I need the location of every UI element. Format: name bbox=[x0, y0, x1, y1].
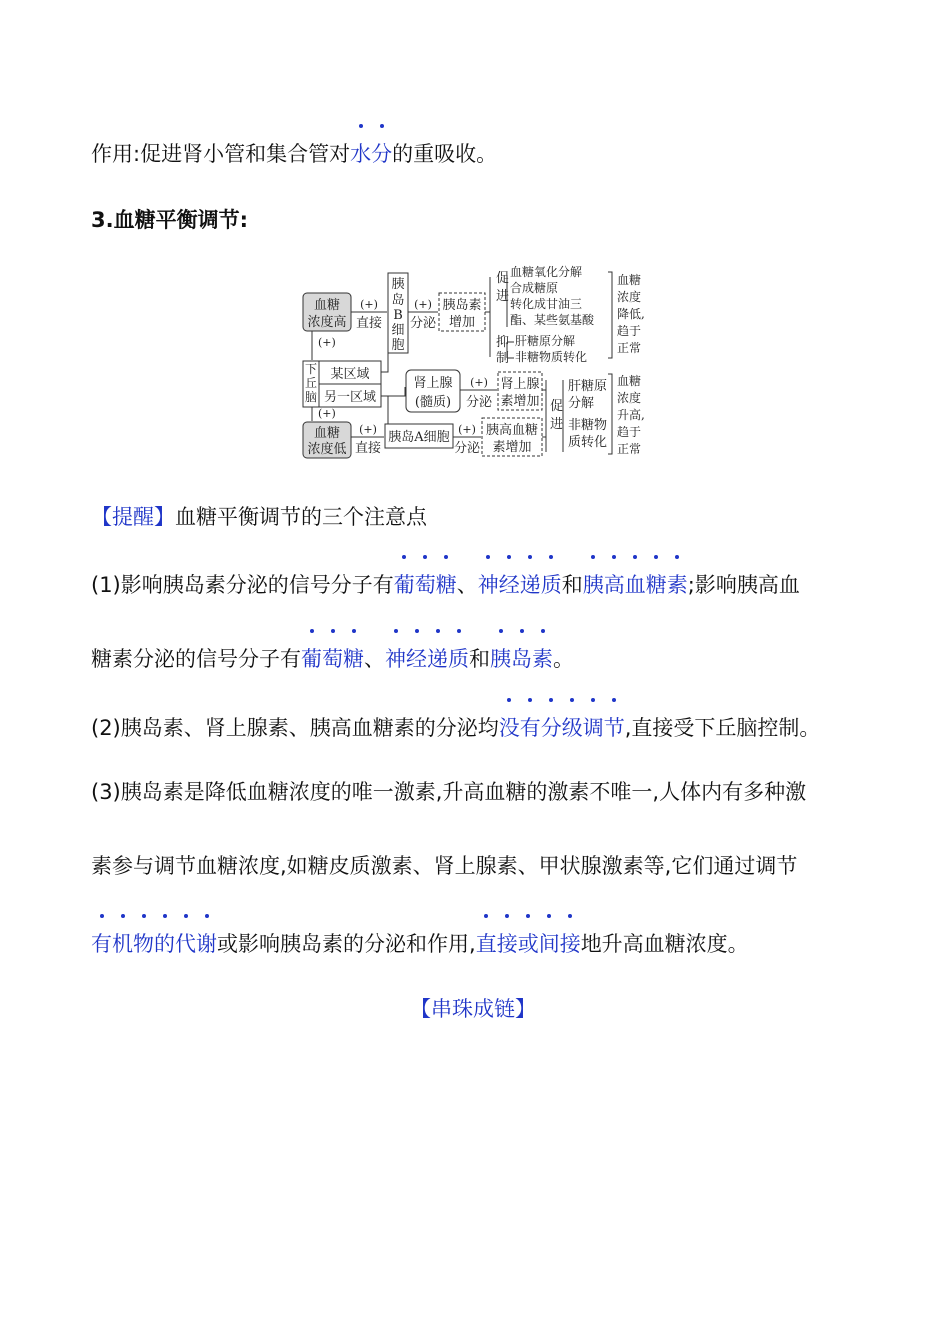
label: 合成糖原 bbox=[510, 281, 559, 295]
emphasis: 神经递质 bbox=[385, 647, 469, 671]
label: 进 bbox=[496, 289, 510, 304]
text-segment: 作用:促进肾小管和集合管对 bbox=[91, 142, 351, 166]
text-segment: (1)影响胰岛素分泌的信号分子有 bbox=[91, 573, 394, 597]
emphasis: 葡萄糖 bbox=[301, 647, 364, 671]
text-segment: 、 bbox=[456, 573, 478, 597]
text-segment: 或影响胰岛素的分泌和作用, bbox=[217, 932, 476, 956]
arrow bbox=[381, 387, 405, 396]
bracket bbox=[608, 374, 612, 454]
text-line-p4: (3)胰岛素是降低血糖浓度的唯一激素,升高血糖的激素不唯一,人体内有多种激 bbox=[91, 780, 807, 804]
label: 胰岛A细胞 bbox=[388, 430, 450, 445]
text-line-1 bbox=[91, 140, 497, 168]
label: 浓度低 bbox=[307, 442, 347, 457]
chain-heading: 【串珠成链】 bbox=[410, 997, 536, 1021]
label: 直接 bbox=[354, 441, 382, 456]
label: 血糖 bbox=[617, 273, 642, 287]
label: 素增加 bbox=[500, 394, 540, 409]
text-segment: ;影响胰高血 bbox=[687, 573, 800, 597]
label: (+) bbox=[470, 376, 488, 389]
label: 直接 bbox=[355, 316, 383, 331]
label: 胰 bbox=[391, 277, 405, 292]
text-line-p2 bbox=[91, 645, 574, 673]
label: 分泌 bbox=[409, 316, 437, 331]
label: 分解 bbox=[568, 396, 595, 411]
label: 丘 bbox=[304, 376, 318, 390]
label: 胞 bbox=[391, 338, 405, 353]
label: B bbox=[393, 308, 403, 323]
bracket bbox=[608, 272, 612, 358]
text-line-p3 bbox=[91, 714, 820, 742]
label: 增加 bbox=[448, 315, 476, 330]
label: 血糖 bbox=[313, 426, 341, 441]
label: 肾上腺 bbox=[500, 377, 540, 392]
label: 浓度高 bbox=[307, 315, 347, 330]
tip-label: 【提醒】 bbox=[91, 505, 175, 529]
dotted-char: 分 bbox=[371, 142, 393, 166]
label: 血糖 bbox=[617, 374, 642, 388]
text-segment: (2)胰岛素、肾上腺素、胰高血糖素的分泌均 bbox=[91, 716, 499, 740]
section-heading: 3.血糖平衡调节: bbox=[91, 208, 248, 232]
text-segment: 。 bbox=[553, 647, 574, 671]
label: 制 bbox=[496, 351, 510, 366]
label: 肾上腺 bbox=[413, 376, 453, 391]
label: 肝糖原分解 bbox=[515, 334, 576, 348]
label: 浓度 bbox=[617, 290, 642, 304]
label: 脑 bbox=[304, 390, 318, 404]
label: 下 bbox=[304, 362, 318, 376]
emphasis: 神经递质 bbox=[477, 573, 562, 597]
tip-header bbox=[91, 503, 427, 531]
label: 趋于 bbox=[617, 425, 642, 439]
label: 血糖氧化分解 bbox=[510, 265, 583, 279]
label: 正常 bbox=[617, 442, 642, 456]
label: 质转化 bbox=[568, 435, 608, 450]
label: 胰高血糖 bbox=[485, 423, 539, 438]
blood-sugar-diagram bbox=[300, 262, 652, 462]
text-segment: 糖素分泌的信号分子有 bbox=[91, 647, 301, 671]
label: (+) bbox=[458, 423, 476, 436]
label: 降低, bbox=[617, 307, 645, 321]
label: 胰岛素 bbox=[442, 298, 482, 313]
text-line-p1 bbox=[91, 571, 800, 599]
bracket bbox=[542, 380, 546, 452]
label: 血糖 bbox=[313, 298, 341, 313]
dotted-char: 水 bbox=[350, 142, 372, 166]
label: 分泌 bbox=[453, 441, 481, 456]
emphasis: 胰高血糖素 bbox=[582, 573, 688, 597]
label: 升高, bbox=[617, 408, 645, 422]
emphasis: 直接或间接 bbox=[475, 932, 581, 956]
text-segment: 的重吸收。 bbox=[392, 142, 498, 166]
label: 某区域 bbox=[330, 367, 370, 382]
label: 浓度 bbox=[617, 391, 642, 405]
text-segment: ,直接受下丘脑控制。 bbox=[624, 716, 821, 740]
bracket bbox=[485, 277, 490, 357]
label: 酯、某些氨基酸 bbox=[510, 313, 595, 327]
label: 进 bbox=[550, 417, 564, 432]
text-segment: 地升高血糖浓度。 bbox=[580, 932, 749, 956]
label: (+) bbox=[359, 423, 377, 436]
label: 素增加 bbox=[492, 440, 532, 455]
label: 非糖物 bbox=[568, 418, 608, 433]
emphasis-water bbox=[350, 142, 392, 166]
label: (+) bbox=[318, 407, 336, 420]
label: 促 bbox=[550, 399, 564, 414]
label: 促 bbox=[496, 271, 510, 286]
tip-title: 血糖平衡调节的三个注意点 bbox=[175, 505, 427, 529]
label: 抑 bbox=[496, 335, 510, 350]
arrow bbox=[381, 353, 388, 372]
label: (+) bbox=[414, 298, 432, 311]
label: 正常 bbox=[617, 341, 642, 355]
text-line-p5: 素参与调节血糖浓度,如糖皮质激素、肾上腺素、甲状腺激素等,它们通过调节 bbox=[91, 854, 798, 878]
text-segment: 、 bbox=[364, 647, 385, 671]
label: 岛 bbox=[391, 293, 405, 308]
label: 肝糖原 bbox=[568, 379, 608, 394]
label: 另一区域 bbox=[323, 390, 377, 405]
emphasis: 葡萄糖 bbox=[393, 573, 457, 597]
label: 趋于 bbox=[617, 324, 642, 338]
emphasis: 胰岛素 bbox=[490, 647, 553, 671]
label: 非糖物质转化 bbox=[515, 350, 588, 364]
text-segment: 和 bbox=[469, 647, 490, 671]
label: (+) bbox=[318, 336, 336, 349]
emphasis: 没有分级调节 bbox=[498, 716, 625, 740]
label: (髓质) bbox=[414, 395, 452, 410]
label: 转化成甘油三 bbox=[510, 297, 583, 311]
label: 分泌 bbox=[465, 395, 493, 410]
label: 细 bbox=[391, 323, 405, 338]
label: (+) bbox=[360, 298, 378, 311]
emphasis: 有机物的代谢 bbox=[91, 932, 217, 956]
text-line-p6 bbox=[91, 930, 749, 958]
text-segment: 和 bbox=[561, 573, 583, 597]
